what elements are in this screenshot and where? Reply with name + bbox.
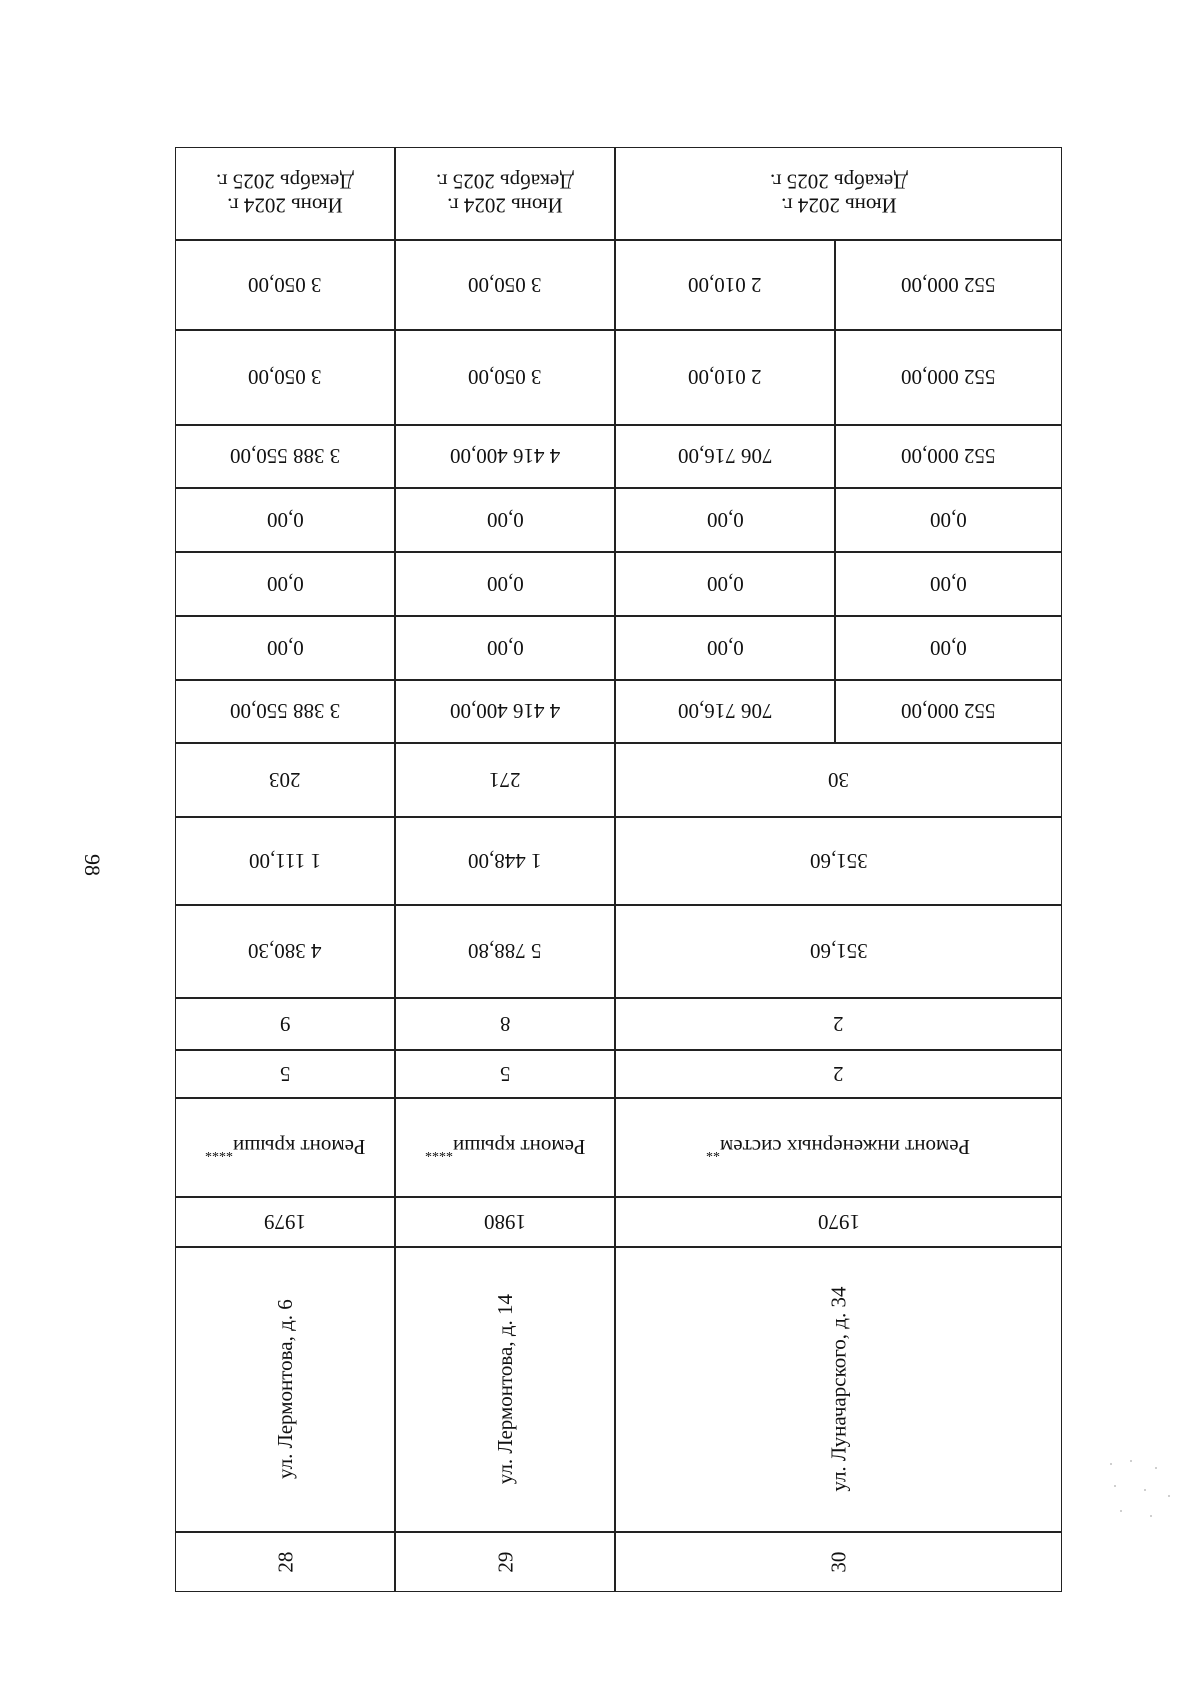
cell-30-area_total: 351,60 xyxy=(615,905,1062,998)
cell-28-residents: 203 xyxy=(175,743,395,817)
cell-30-period: Июнь 2024 г. Декабрь 2025 г. xyxy=(615,147,1062,240)
cell-30-cost2-a: 552 000,00 xyxy=(835,425,1062,488)
cell-30-num: 30 xyxy=(615,1532,1062,1592)
cell-28-floors: 5 xyxy=(175,1050,395,1098)
cell-29-work: Ремонт крыши**** xyxy=(395,1098,615,1197)
cell-30-cost-a: 552 000,00 xyxy=(835,680,1062,743)
cell-29-unit: 3 050,00 xyxy=(395,330,615,425)
cell-28-cost2: 3 388 550,00 xyxy=(175,425,395,488)
cell-30-zero1-a: 0,00 xyxy=(835,616,1062,680)
cell-30-address: ул. Луначарского, д. 34 xyxy=(615,1247,1062,1532)
cell-28-zero3: 0,00 xyxy=(175,488,395,552)
cell-29-cost2: 4 416 400,00 xyxy=(395,425,615,488)
cell-29-year: 1980 xyxy=(395,1197,615,1247)
cell-30-limit-a: 552 000,00 xyxy=(835,240,1062,330)
footnote-stars: ** xyxy=(706,1144,721,1160)
cell-30-cost-b: 706 716,00 xyxy=(615,680,835,743)
page-number: 98 xyxy=(80,854,105,876)
scan-noise xyxy=(1100,1455,1180,1525)
cell-30-limit-b: 2 010,00 xyxy=(615,240,835,330)
footnote-stars: **** xyxy=(424,1144,453,1160)
cell-28-address: ул. Лермонтова, д. 6 xyxy=(175,1247,395,1532)
cell-29-residents: 271 xyxy=(395,743,615,817)
cell-29-period: Июнь 2024 г. Декабрь 2025 г. xyxy=(395,147,615,240)
cell-30-unit-b: 2 010,00 xyxy=(615,330,835,425)
cell-29-num: 29 xyxy=(395,1532,615,1592)
cell-30-zero3-a: 0,00 xyxy=(835,488,1062,552)
cell-29-area_total: 5 788,80 xyxy=(395,905,615,998)
cell-28-num: 28 xyxy=(175,1532,395,1592)
cell-28-zero1: 0,00 xyxy=(175,616,395,680)
cell-30-floors: 2 xyxy=(615,1050,1062,1098)
cell-30-zero2-b: 0,00 xyxy=(615,552,835,616)
cell-29-floors: 5 xyxy=(395,1050,615,1098)
cell-30-entrances: 2 xyxy=(615,998,1062,1050)
cell-29-area_living: 1 448,00 xyxy=(395,817,615,905)
cell-28-work: Ремонт крыши**** xyxy=(175,1098,395,1197)
cell-28-period: Июнь 2024 г. Декабрь 2025 г. xyxy=(175,147,395,240)
cell-30-unit-a: 552 000,00 xyxy=(835,330,1062,425)
cell-29-zero2: 0,00 xyxy=(395,552,615,616)
cell-30-cost2-b: 706 716,00 xyxy=(615,425,835,488)
cell-29-address: ул. Лермонтова, д. 14 xyxy=(395,1247,615,1532)
cell-30-zero3-b: 0,00 xyxy=(615,488,835,552)
cell-29-zero3: 0,00 xyxy=(395,488,615,552)
cell-30-zero2-a: 0,00 xyxy=(835,552,1062,616)
cell-28-entrances: 9 xyxy=(175,998,395,1050)
cell-30-work: Ремонт инженерных систем** xyxy=(615,1098,1062,1197)
cell-29-entrances: 8 xyxy=(395,998,615,1050)
cell-28-unit: 3 050,00 xyxy=(175,330,395,425)
footnote-stars: **** xyxy=(204,1144,233,1160)
cell-30-residents: 30 xyxy=(615,743,1062,817)
cell-29-cost: 4 416 400,00 xyxy=(395,680,615,743)
cell-28-year: 1979 xyxy=(175,1197,395,1247)
cell-29-limit: 3 050,00 xyxy=(395,240,615,330)
cell-30-year: 1970 xyxy=(615,1197,1062,1247)
cell-30-area_living: 351,60 xyxy=(615,817,1062,905)
cell-28-area_living: 1 111,00 xyxy=(175,817,395,905)
cell-29-zero1: 0,00 xyxy=(395,616,615,680)
cell-30-zero1-b: 0,00 xyxy=(615,616,835,680)
cell-28-area_total: 4 380,30 xyxy=(175,905,395,998)
cell-28-cost: 3 388 550,00 xyxy=(175,680,395,743)
cell-28-zero2: 0,00 xyxy=(175,552,395,616)
cell-28-limit: 3 050,00 xyxy=(175,240,395,330)
